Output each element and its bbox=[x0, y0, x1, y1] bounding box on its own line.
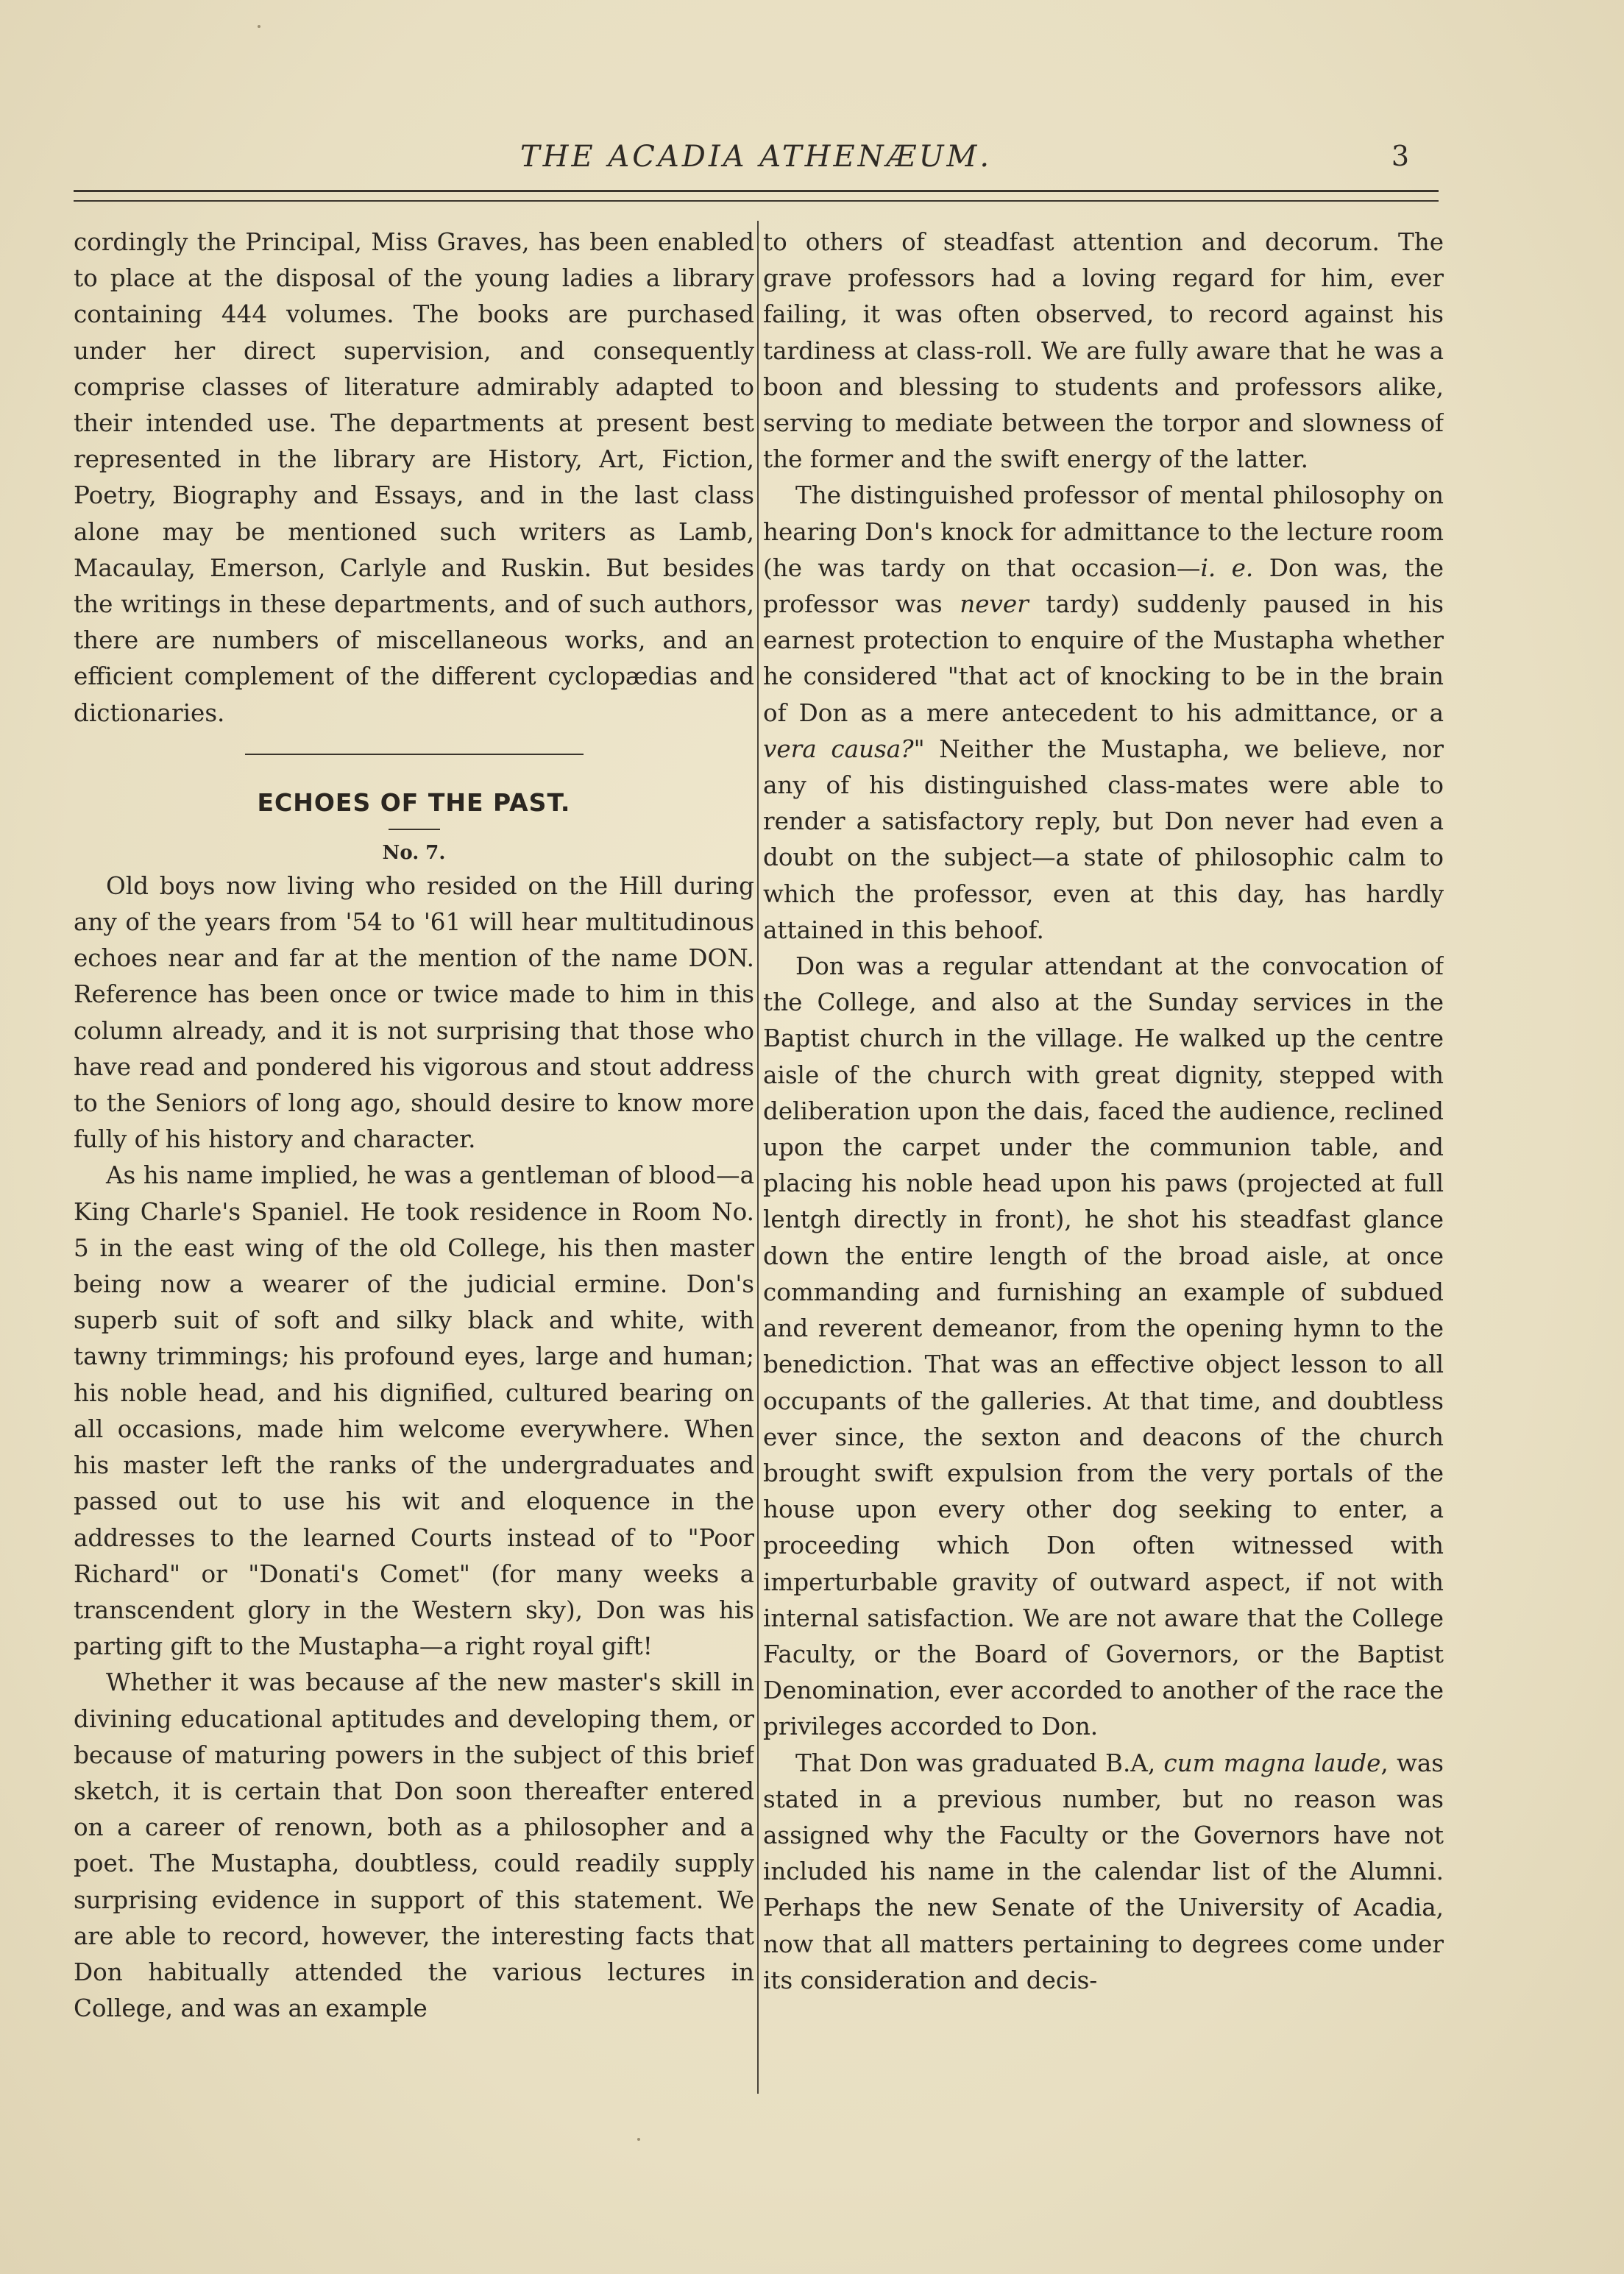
article-paragraph-7 bbox=[763, 1746, 1444, 1999]
paragraph-5-part-c: tardy) suddenly paused in his earnest protection to enquire of the Mustapha whether he considered "that act of knocking to be in the brain of Don as a mere antecedent to his admittance, or a bbox=[763, 590, 1444, 727]
ie-italic: i. e. bbox=[1200, 553, 1254, 582]
paragraph-7-part-b: , was stated in a previous number, but no reason was assigned why the Faculty or the Governors have not included his name in the calendar list of the Alumni. Perhaps the new Senate of the University of Acadia, now that all matters pertaining to degrees come under its consideration and decis- bbox=[763, 1749, 1444, 1994]
article-paragraph-3: Whether it was because af the new master's skill in divining educational aptitudes and developing them, or because of maturing powers in the subject of this brief sketch, it is certain that Don soon thereafter entered on a career of renown, both as a philosopher and a poet. The Mustapha, doubtless, could readily supply surprising evidence in support of this statement. We are able to record, however, the interesting facts that Don habitually attended the various lectures in College, and was an example bbox=[74, 1668, 754, 2023]
running-header bbox=[74, 140, 1439, 184]
paper-speck bbox=[637, 2138, 640, 2141]
article-paragraph-5 bbox=[763, 478, 1444, 949]
latin-phrase-italic: cum magna laude bbox=[1163, 1749, 1381, 1777]
paper-speck bbox=[258, 25, 260, 28]
never-italic: never bbox=[960, 590, 1029, 619]
section-title: ECHOES OF THE PAST. bbox=[257, 787, 571, 817]
page-number: 3 bbox=[1391, 140, 1409, 172]
header-rule bbox=[74, 190, 1439, 192]
section-number: No. 7. bbox=[382, 841, 446, 864]
right-column bbox=[763, 224, 1444, 2116]
paragraph-5-part-d: " Neither the Mustapha, we believe, nor any of his distinguished class-mates were able to render a satisfactory reply, but Don never had even a doubt on the subject—a state of philosophic calm to which the professor, even at this day, has hardly attained in this behoof. bbox=[763, 734, 1444, 944]
paragraph-5-part-a: The distinguished professor of mental philosophy on hearing Don's knock for admittance to the lecture room (he was tardy on that occasion— bbox=[763, 481, 1444, 582]
column-divider bbox=[757, 221, 759, 2094]
journal-title: THE ACADIA ATHENÆUM. bbox=[520, 140, 993, 174]
vera-causa-italic: vera causa? bbox=[763, 734, 914, 763]
article-paragraph-6: Don was a regular attendant at the convocation of the College, and also at the Sunday services in the Baptist church in the village. He walked up the centre aisle of the church with great dignity, stepped with deliberation upon the dais, faced the audience, reclined upon the carpet under the communion table, and placing his noble head upon his paws (projected at full lentgh directly in front), he shot his steadfast glance down the entire length of the broad aisle, at once commanding and furnishing an example of subdued and reverent demeanor, from the opening hymn to the benediction. That was an effective object lesson to all occupants of the galleries. At that time, and doubtless ever since, the sexton and deacons of the church brought swift expulsion from the very portals of the house upon every other dog seeking to enter, a proceeding which Don often witnessed with imperturbable gravity of outward aspect, if not with internal satisfaction. We are not aware that the College Faculty, or the Board of Governors, or the Baptist Denomination, ever accorded to another of the race the privileges accorded to Don. bbox=[763, 952, 1444, 1741]
article-paragraph-2: As his name implied, he was a gentleman of blood—a King Charle's Spaniel. He took residence in Room No. 5 in the east wing of the old College, his then master being now a wearer of the judicial ermine. Don's superb suit of soft and silky black and white, with tawny trimmings; his profound eyes, large and human; his noble head, and his dignified, cultured bearing on all occasions, made him welcome everywhere. When his master left the ranks of the undergraduates and passed out to use his wit and eloquence in the addresses to the learned Courts instead of to "Poor Richard" or "Donati's Comet" (for many weeks a transcendent glory in the Western sky), Don was his parting gift to the Mustapha—a right royal gift! bbox=[74, 1161, 754, 1661]
title-underline bbox=[389, 829, 440, 830]
article-paragraph-4: to others of steadfast attention and decorum. The grave professors had a loving regard for him, ever failing, it was often observed, to record against his tardiness at class-roll. We are fully aware that he was a boon and blessing to students and professors alike, serving to mediate between the torpor and slowness of the former and the swift energy of the latter. bbox=[763, 228, 1444, 474]
header-rule-secondary bbox=[74, 200, 1439, 202]
paragraph-5-part-b: Don was, the professor was bbox=[763, 553, 1444, 619]
paragraph-7-part-a: That Don was graduated B.A, bbox=[795, 1749, 1164, 1777]
section-separator bbox=[245, 754, 584, 755]
library-paragraph: cordingly the Principal, Miss Graves, has been enabled to place at the disposal of the young ladies a library containing 444 volumes. The books are purchased under her direct supervision, and consequently comprise classes of literature admirably adapted to their intended use. The departments at present best represented in the library are History, Art, Fiction, Poetry, Biography and Essays, and in the last class alone may be mentioned such writers as Lamb, Macaulay, Emerson, Carlyle and Ruskin. But besides the writings in these departments, and of such authors, there are numbers of miscellaneous works, and an efficient complement of the different cyclopædias and dictionaries. bbox=[74, 228, 754, 727]
article-paragraph-1: Old boys now living who resided on the Hill during any of the years from '54 to '61 will hear multitudinous echoes near and far at the mention of the name DON. Reference has been once or twice made to him in this column already, and it is not surprising that those who have read and pondered his vigorous and stout address to the Seniors of long ago, should desire to know more fully of his history and character. bbox=[74, 871, 754, 1154]
left-column bbox=[74, 224, 754, 2116]
